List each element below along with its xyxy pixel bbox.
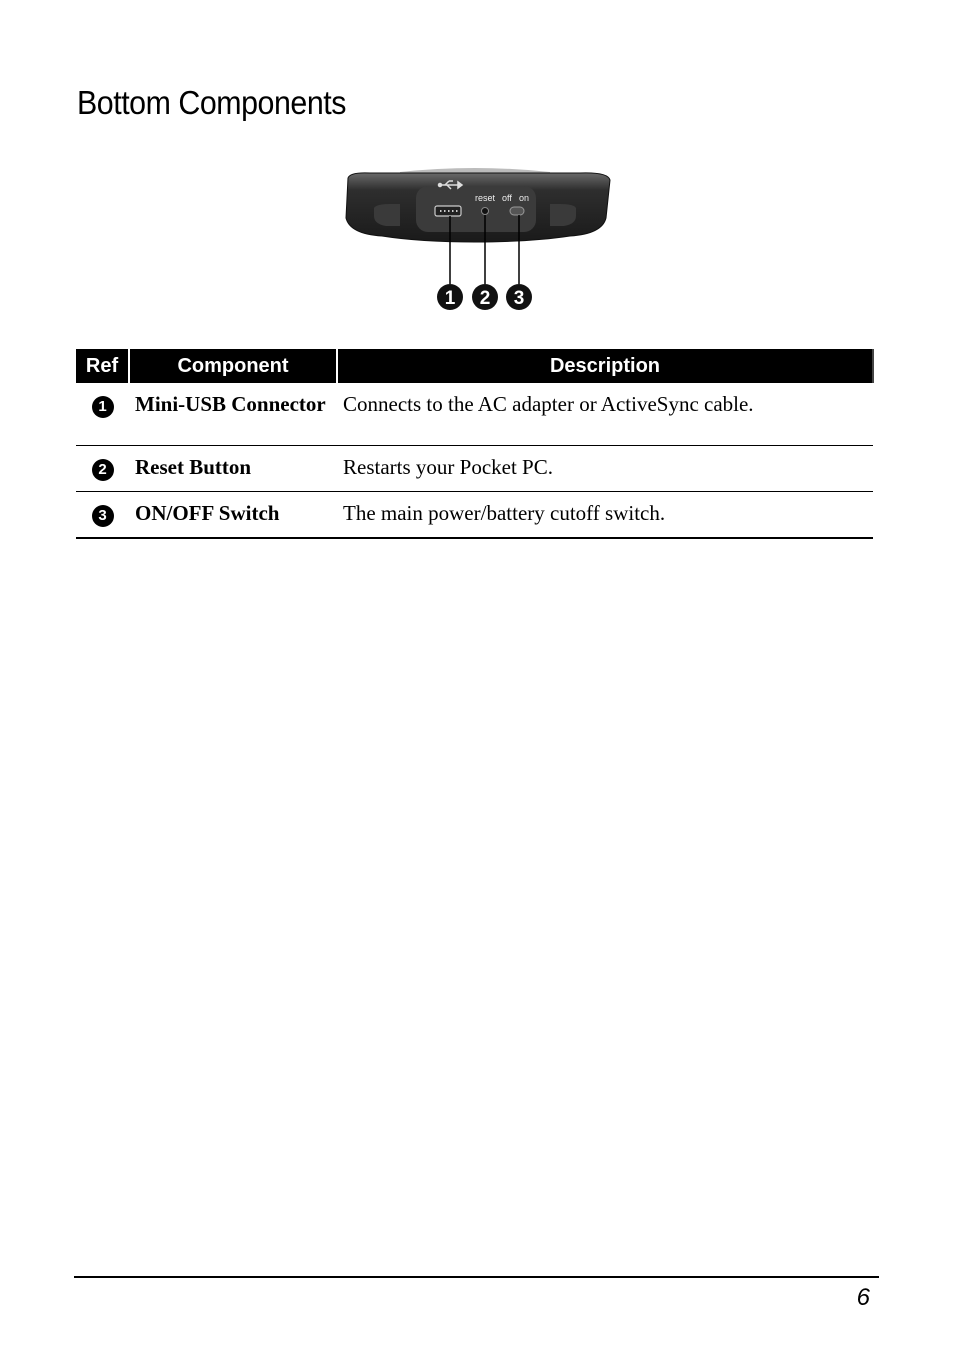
off-label: off: [502, 193, 512, 203]
callout-3: [506, 284, 532, 310]
device-bottom-figure: [330, 160, 620, 320]
header-ref: Ref: [76, 349, 129, 383]
power-switch: [510, 207, 524, 215]
component-description: Connects to the AC adapter or ActiveSync cable.: [337, 383, 873, 446]
callout-2-label: 2: [479, 288, 491, 309]
reset-label: reset: [475, 193, 496, 203]
page-number: 6: [856, 1284, 870, 1311]
ref-number-badge: 1: [92, 396, 114, 418]
right-groove: [550, 204, 576, 226]
component-name: Reset Button: [129, 446, 337, 492]
table-row: [76, 383, 873, 446]
header-component: Component: [129, 349, 337, 383]
table-row: [76, 446, 873, 492]
footer-divider: [74, 1276, 879, 1278]
left-groove: [374, 204, 400, 226]
callout-2: [472, 284, 498, 310]
page-title: Bottom Components: [77, 84, 346, 121]
callout-1-label: 1: [444, 288, 456, 309]
callout-3-label: 3: [513, 288, 525, 309]
table-row: [76, 492, 873, 539]
component-description: The main power/battery cutoff switch.: [337, 492, 873, 539]
component-name: Mini-USB Connector: [129, 383, 337, 446]
component-description: Restarts your Pocket PC.: [337, 446, 873, 492]
components-table: [76, 349, 874, 539]
on-label: on: [519, 193, 530, 203]
table-header-row: [76, 349, 873, 383]
callout-1: [437, 284, 463, 310]
ref-number-badge: 2: [92, 459, 114, 481]
header-description: Description: [337, 349, 873, 383]
device-bottom-illustration: [330, 160, 620, 320]
ref-number-badge: 3: [92, 505, 114, 527]
reset-hole: [482, 208, 489, 215]
component-name: ON/OFF Switch: [129, 492, 337, 539]
